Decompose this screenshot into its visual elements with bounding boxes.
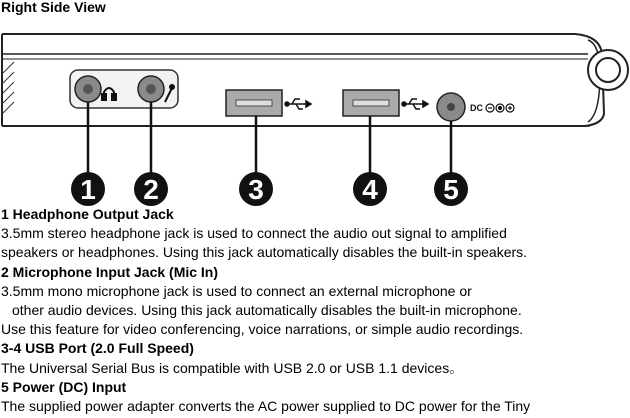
callout-number: 3 <box>248 174 264 205</box>
description <box>1 205 630 416</box>
page-title: Right Side View <box>1 0 106 15</box>
callout-3 <box>239 172 273 206</box>
callout-2 <box>134 172 168 206</box>
section-headphone <box>1 205 630 263</box>
callout-number: 1 <box>80 174 96 205</box>
section-text-line: The supplied power adapter converts the AC power supplied to DC power for the Tiny <box>1 397 531 414</box>
section-power <box>1 378 630 416</box>
callout-4 <box>353 172 387 206</box>
section-heading: 2 Microphone Input Jack (Mic In) <box>1 263 219 280</box>
section-heading: 5 Power (DC) Input <box>1 378 127 395</box>
callout-number: 4 <box>362 174 378 205</box>
dc-polarity-icon <box>486 104 514 112</box>
callout-number: 5 <box>443 174 459 205</box>
section-text-line: Use this feature for video conferencing, voice narrations, or simple audio recordings. <box>1 321 524 338</box>
section-text-line: The Universal Serial Bus is compatible with USB 2.0 or USB 1.1 devices。 <box>1 359 464 376</box>
dc-label: DC <box>470 103 483 113</box>
hinge <box>588 50 628 90</box>
callout-5 <box>434 172 468 206</box>
section-heading: 1 Headphone Output Jack <box>1 206 174 222</box>
usb-icon <box>285 99 311 109</box>
section-text-line: 3.5mm mono microphone jack is used to connect an external microphone or <box>1 282 472 299</box>
section-heading: 3-4 USB Port (2.0 Full Speed) <box>1 340 194 357</box>
section-text-line: other audio devices. Using this jack automatically disables the built-in microphone. <box>12 301 522 318</box>
hatching <box>2 62 14 114</box>
callout-1 <box>71 172 105 206</box>
callouts <box>71 172 468 206</box>
callout-number: 2 <box>143 174 159 205</box>
section-text-line: speakers or headphones. Using this jack automatically disables the built-in speakers. <box>1 244 528 261</box>
usb-icon <box>402 99 428 109</box>
section-usb <box>1 339 630 377</box>
section-text-line: 3.5mm stereo headphone jack is used to connect the audio out signal to amplified <box>1 225 507 242</box>
section-microphone <box>1 263 630 340</box>
laptop-right-side-diagram <box>0 14 630 206</box>
